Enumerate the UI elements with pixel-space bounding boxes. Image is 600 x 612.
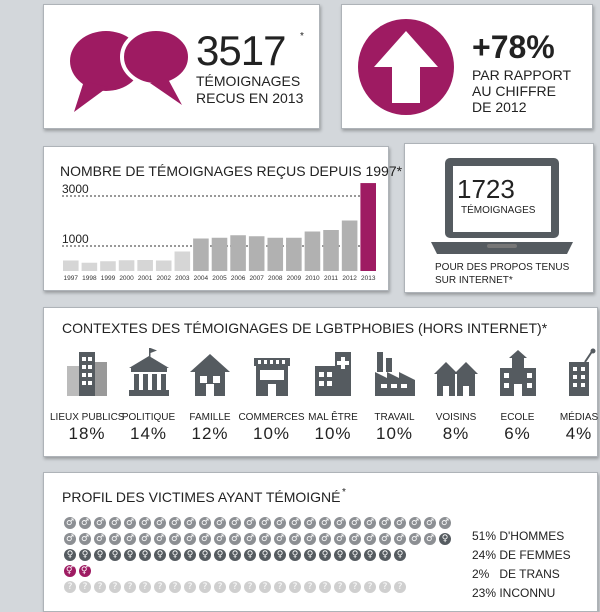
male-icon: ♂ <box>65 534 75 544</box>
male-icon: ♂ <box>230 534 240 544</box>
male-icon: ♂ <box>95 518 105 528</box>
bar <box>286 238 302 271</box>
bar <box>82 263 98 271</box>
male-icon: ♂ <box>275 534 285 544</box>
context-label: MAL ÊTRE <box>308 412 358 423</box>
bar <box>100 261 116 271</box>
male-icon: ♂ <box>95 534 105 544</box>
female-icon: ♀ <box>64 549 76 561</box>
female-icon: ♀ <box>109 549 121 561</box>
profile-title: PROFIL DES VICTIMES AYANT TÉMOIGNÉ <box>62 489 341 505</box>
bar <box>323 230 339 271</box>
x-tick-label: 2006 <box>230 275 246 282</box>
chart-title: NOMBRE DE TÉMOIGNAGES REÇUS DEPUIS 1997* <box>60 163 403 179</box>
unknown-icon: ? <box>319 581 331 593</box>
male-icon: ♂ <box>155 518 165 528</box>
x-tick-label: 2004 <box>193 275 209 282</box>
male-icon: ♂ <box>110 534 120 544</box>
media-antenna-icon <box>555 348 600 398</box>
male-icon: ♂ <box>80 534 90 544</box>
female-icon: ♀ <box>304 549 316 561</box>
female-icon: ♀ <box>394 549 406 561</box>
unknown-icon: ? <box>154 581 166 593</box>
male-icon: ♂ <box>230 518 240 528</box>
context-percent: 10% <box>252 424 291 443</box>
context-percent: 14% <box>129 424 168 443</box>
growth-line2: AU CHIFFRE <box>472 83 556 99</box>
male-icon: ♂ <box>215 534 225 544</box>
profile-card <box>43 472 598 612</box>
male-icon: ♂ <box>425 518 435 528</box>
x-tick-label: 2007 <box>249 275 264 282</box>
female-icon: ♀ <box>334 549 346 561</box>
female-icon: ♀ <box>349 549 361 561</box>
unknown-icon: ? <box>79 581 91 593</box>
chart-card <box>43 146 403 291</box>
female-icon: ♀ <box>319 549 331 561</box>
unknown-icon: ? <box>304 581 316 593</box>
x-tick-label: 2002 <box>156 275 171 282</box>
male-icon: ♂ <box>185 534 195 544</box>
bar <box>156 261 172 272</box>
unknown-icon: ? <box>394 581 406 593</box>
female-icon: ♀ <box>364 549 376 561</box>
bar <box>175 252 191 272</box>
male-icon: ♂ <box>200 534 210 544</box>
male-icon: ♂ <box>140 518 150 528</box>
unknown-icon: ? <box>229 581 241 593</box>
context-label: POLITIQUE <box>121 412 176 423</box>
female-icon: ♀ <box>154 549 166 561</box>
x-tick-label: 2012 <box>342 275 357 282</box>
male-icon: ♂ <box>290 518 300 528</box>
male-icon: ♂ <box>335 534 345 544</box>
female-icon: ♀ <box>199 549 211 561</box>
x-tick-label: 1999 <box>100 275 116 282</box>
male-icon: ♂ <box>215 518 225 528</box>
context-label: FAMILLE <box>189 412 231 423</box>
male-icon: ♂ <box>425 534 435 544</box>
testimonies-card <box>43 4 320 129</box>
unknown-icon: ? <box>124 581 136 593</box>
context-percent: 12% <box>191 424 229 443</box>
unknown-icon: ? <box>94 581 106 593</box>
male-icon: ♂ <box>245 534 255 544</box>
contexts-row <box>50 348 599 448</box>
internet-card <box>404 143 594 293</box>
school-icon <box>494 348 542 398</box>
internet-number: 1723 <box>457 174 515 204</box>
female-icon: ♀ <box>124 549 136 561</box>
male-icon: ♂ <box>350 518 360 528</box>
x-tick-label: 2013 <box>360 275 376 282</box>
y-tick-label: 3000 <box>62 182 89 196</box>
unknown-icon: ? <box>169 581 181 593</box>
context-label: LIEUX PUBLICS <box>50 412 125 423</box>
male-icon: ♂ <box>260 534 270 544</box>
male-icon: ♂ <box>170 534 180 544</box>
male-icon: ♂ <box>125 518 135 528</box>
male-icon: ♂ <box>305 518 315 528</box>
shop-icon <box>248 348 296 398</box>
context-percent: 18% <box>68 424 106 443</box>
testimonies-number: 3517 <box>196 27 286 74</box>
female-icon: ♀ <box>184 549 196 561</box>
growth-number: +78% <box>472 29 555 65</box>
bar <box>305 232 321 272</box>
profile-women: 24% DE FEMMES <box>472 548 571 562</box>
male-icon: ♂ <box>440 518 450 528</box>
female-icon: ♀ <box>439 533 451 545</box>
x-tick-label: 2003 <box>175 275 190 282</box>
female-icon: ♀ <box>169 549 181 561</box>
female-icon: ♀ <box>214 549 226 561</box>
bar <box>249 236 265 271</box>
male-icon: ♂ <box>170 518 180 528</box>
context-percent: 4% <box>565 424 593 443</box>
profile-trans: 2% DE TRANS <box>472 567 560 581</box>
female-icon: ♀ <box>139 549 151 561</box>
context-label: VOISINS <box>435 412 477 423</box>
unknown-icon: ? <box>244 581 256 593</box>
male-icon: ♂ <box>110 518 120 528</box>
x-tick-label: 1997 <box>63 275 79 282</box>
x-tick-label: 2011 <box>324 275 339 282</box>
growth-line3: DE 2012 <box>472 99 527 115</box>
internet-line3: SUR INTERNET* <box>435 275 513 286</box>
unknown-icon: ? <box>214 581 226 593</box>
unknown-icon: ? <box>139 581 151 593</box>
profile-title-star: * <box>342 487 346 498</box>
male-icon: ♂ <box>350 534 360 544</box>
y-tick-label: 1000 <box>62 232 89 246</box>
male-icon: ♂ <box>410 534 420 544</box>
bar <box>212 238 228 271</box>
male-icon: ♂ <box>155 534 165 544</box>
male-icon: ♂ <box>185 518 195 528</box>
male-icon: ♂ <box>395 518 405 528</box>
male-icon: ♂ <box>80 518 90 528</box>
hospital-icon <box>309 348 357 398</box>
bar <box>119 260 135 271</box>
unknown-icon: ? <box>349 581 361 593</box>
unknown-icon: ? <box>199 581 211 593</box>
male-icon: ♂ <box>380 534 390 544</box>
bar <box>342 221 358 272</box>
unknown-icon: ? <box>259 581 271 593</box>
male-icon: ♂ <box>65 518 75 528</box>
unknown-icon: ? <box>109 581 121 593</box>
male-icon: ♂ <box>200 518 210 528</box>
female-icon: ♀ <box>289 549 301 561</box>
unknown-icon: ? <box>334 581 346 593</box>
bar <box>267 238 283 271</box>
x-tick-label: 2001 <box>137 275 153 282</box>
female-icon: ♀ <box>79 549 91 561</box>
male-icon: ♂ <box>125 534 135 544</box>
female-icon: ♀ <box>94 549 106 561</box>
x-tick-label: 1998 <box>82 275 97 282</box>
male-icon: ♂ <box>260 518 270 528</box>
contexts-card <box>43 307 598 457</box>
male-icon: ♂ <box>410 518 420 528</box>
buildings-icon <box>63 348 111 398</box>
neighbor-houses-icon <box>432 348 480 398</box>
male-icon: ♂ <box>140 534 150 544</box>
testimonies-star: * <box>300 31 304 42</box>
context-percent: 8% <box>442 424 470 443</box>
growth-card <box>341 4 593 129</box>
contexts-title: CONTEXTES DES TÉMOIGNAGES DE LGBTPHOBIES (HORS INTERNET)* <box>62 320 548 336</box>
internet-line1: TÉMOIGNAGES <box>461 205 536 216</box>
unknown-icon: ? <box>274 581 286 593</box>
male-icon: ♂ <box>290 534 300 544</box>
male-icon: ♂ <box>380 518 390 528</box>
male-icon: ♂ <box>275 518 285 528</box>
context-percent: 10% <box>375 424 414 443</box>
testimonies-line1: TÉMOIGNAGES <box>196 73 301 89</box>
context-label: MÉDIAS <box>559 412 599 423</box>
testimonies-line2: RECUS EN 2013 <box>196 90 304 106</box>
unknown-icon: ? <box>364 581 376 593</box>
context-label: TRAVAIL <box>374 412 415 423</box>
profile-men: 51% D'HOMMES <box>472 529 565 543</box>
male-icon: ♂ <box>395 534 405 544</box>
male-icon: ♂ <box>305 534 315 544</box>
context-label: COMMERCES <box>238 412 305 423</box>
unknown-icon: ? <box>379 581 391 593</box>
factory-icon <box>371 348 419 398</box>
bar <box>230 235 246 271</box>
context-percent: 6% <box>504 424 531 443</box>
bar <box>63 261 79 272</box>
female-icon: ♀ <box>229 549 241 561</box>
x-tick-label: 2009 <box>286 275 302 282</box>
house-icon <box>186 348 234 398</box>
x-tick-label: 2005 <box>212 275 227 282</box>
bar <box>360 183 376 271</box>
female-icon: ♀ <box>244 549 256 561</box>
male-icon: ♂ <box>335 518 345 528</box>
male-icon: ♂ <box>365 518 375 528</box>
government-building-icon <box>125 348 173 398</box>
female-icon: ♀ <box>259 549 271 561</box>
profile-unknown: 23% INCONNU <box>472 586 556 600</box>
unknown-icon: ? <box>289 581 301 593</box>
trans-icon: ⚥ <box>65 566 75 576</box>
x-tick-label: 2008 <box>268 275 283 282</box>
male-icon: ♂ <box>320 534 330 544</box>
x-tick-label: 2000 <box>119 275 134 282</box>
female-icon: ♀ <box>379 549 391 561</box>
female-icon: ♀ <box>274 549 286 561</box>
context-label: ECOLE <box>500 412 535 423</box>
victim-dots <box>64 517 464 607</box>
unknown-icon: ? <box>184 581 196 593</box>
bar-chart <box>44 147 390 292</box>
male-icon: ♂ <box>320 518 330 528</box>
internet-line2: POUR DES PROPOS TENUS <box>435 262 570 273</box>
x-tick-label: 2010 <box>305 275 320 282</box>
up-arrow-icon <box>356 17 456 117</box>
trans-icon: ⚥ <box>80 566 90 576</box>
unknown-icon: ? <box>64 581 76 593</box>
male-icon: ♂ <box>365 534 375 544</box>
growth-line1: PAR RAPPORT <box>472 67 572 83</box>
bar <box>193 239 209 272</box>
context-percent: 10% <box>314 424 352 443</box>
male-icon: ♂ <box>245 518 255 528</box>
speech-bubbles-icon <box>64 17 194 117</box>
bar <box>137 260 153 271</box>
